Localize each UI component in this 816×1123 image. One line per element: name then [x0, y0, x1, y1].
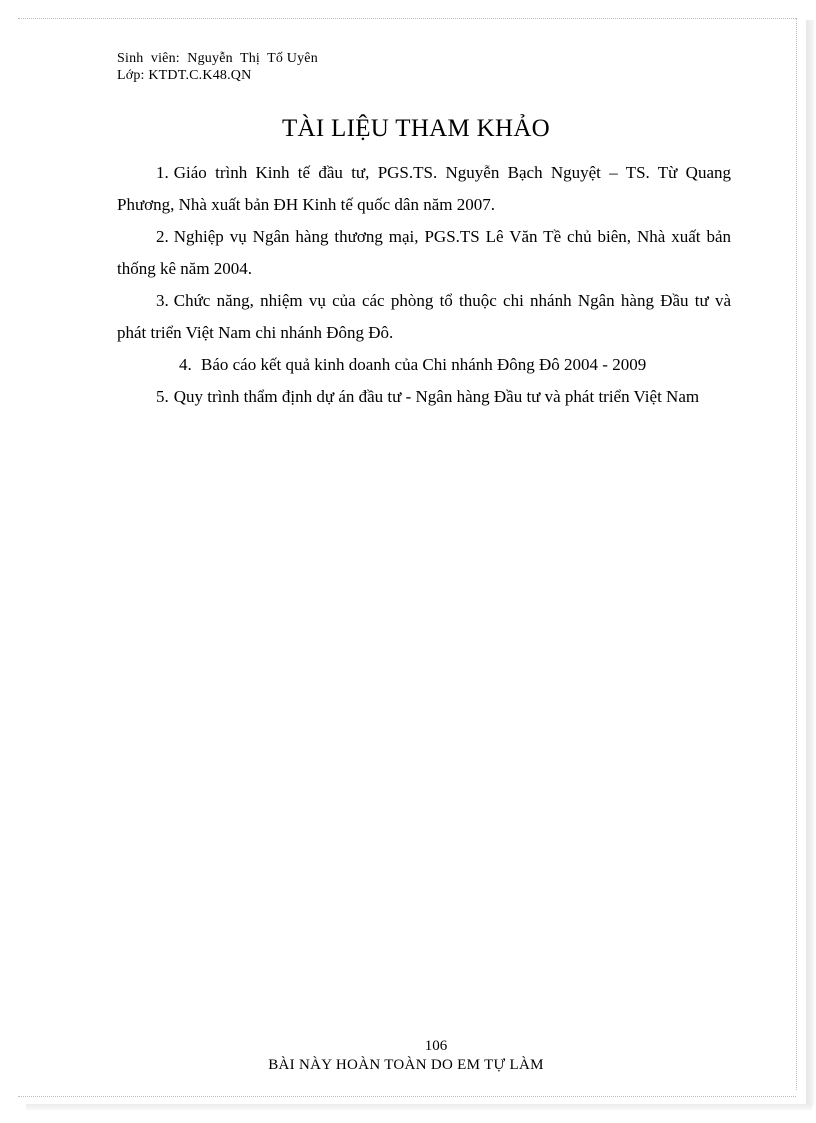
reference-list	[117, 157, 731, 413]
reference-number: 3.	[156, 291, 169, 310]
reference-text: Báo cáo kết quả kinh doanh của Chi nhánh Đông Đô 2004 - 2009	[201, 355, 647, 374]
page-frame-bottom	[18, 1096, 796, 1097]
reference-number: 5.	[156, 387, 169, 406]
reference-text: Quy trình thẩm định dự án đầu tư - Ngân hàng Đầu tư và phát triển Việt Nam	[173, 387, 700, 406]
class-label: Lớp:	[117, 68, 145, 83]
reference-number: 1.	[156, 163, 169, 182]
student-name: Nguyễn Thị Tố Uyên	[187, 51, 318, 66]
reference-text: Chức năng, nhiệm vụ của các phòng tổ thuộc chi nhánh Ngân hàng Đầu tư và phát triển Việt Nam chi nhánh Đông Đô.	[117, 291, 731, 342]
page-frame-right	[796, 18, 797, 1090]
reference-item	[117, 349, 731, 381]
reference-text: Nghiệp vụ Ngân hàng thương mại, PGS.TS Lê Văn Tề chủ biên, Nhà xuất bản thống kê năm 2004.	[117, 227, 731, 278]
student-line	[117, 50, 318, 67]
reference-text: Giáo trình Kinh tế đầu tư, PGS.TS. Nguyễn Bạch Nguyệt – TS. Từ Quang Phương, Nhà xuất bản ĐH Kinh tế quốc dân năm 2007.	[117, 163, 731, 214]
reference-item	[117, 381, 731, 413]
footer-note: BÀI NÀY HOÀN TOÀN DO EM TỰ LÀM	[268, 1057, 544, 1073]
reference-item	[117, 157, 731, 221]
page-frame-top	[18, 18, 796, 19]
reference-number: 4.	[179, 355, 192, 374]
page-title: TÀI LIỆU THAM KHẢO	[281, 115, 551, 142]
page-shadow-right	[806, 20, 814, 1105]
page-header	[117, 50, 318, 84]
reference-item	[117, 221, 731, 285]
reference-item	[117, 285, 731, 349]
page-shadow-bottom	[26, 1104, 812, 1110]
reference-number: 2.	[156, 227, 169, 246]
student-label: Sinh viên:	[117, 51, 180, 66]
class-line	[117, 67, 318, 84]
page-number: 106	[424, 1038, 448, 1054]
class-value: KTDT.C.K48.QN	[148, 68, 252, 83]
